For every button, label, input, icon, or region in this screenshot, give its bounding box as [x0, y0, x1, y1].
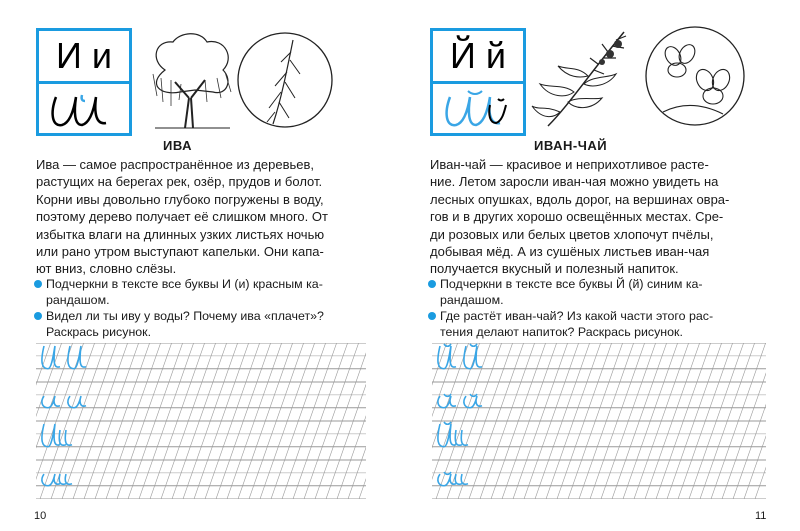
letter-card-i-short [430, 28, 526, 136]
para-line: или рано утром выступают капельки. Они капа- [36, 244, 324, 260]
para-line: Корни ивы довольно глубоко погружены в воду, [36, 191, 324, 207]
page-number: 11 [755, 510, 767, 522]
page-right [400, 0, 800, 531]
para-line: растущих на берегах рек, озёр, прудов и болот. [36, 174, 323, 190]
cursive-sample-icon [438, 422, 468, 447]
letter-print: И и [39, 31, 129, 84]
letter-print: Й й [433, 31, 523, 84]
task-2: Где растёт иван-чай? Из какой части этого рас- тения делают напиток? Раскрась рисунок. [428, 308, 780, 340]
cursive-sample-icon [438, 344, 482, 369]
willow-tree-icon [135, 30, 240, 130]
task-1: Подчеркни в тексте все буквы И (и) красным ка- рандашом. [34, 276, 386, 308]
para-line: получается вкусный и полезный напиток. [430, 261, 679, 277]
para-line: добывая мёд. А из сушёных листьев иван-чая [430, 244, 710, 260]
cursive-sample-icon [42, 396, 86, 408]
page-number: 10 [34, 510, 47, 522]
cursive-sample-icon [438, 394, 482, 408]
fireweed-plant-icon [528, 26, 648, 130]
writing-grid [432, 343, 766, 504]
para-line: ние. Летом заросли иван-чая можно увидеть на [430, 174, 719, 190]
para-line: Иван-чай — красивое и неприхотливое расте- [430, 157, 709, 172]
task-2: Видел ли ты иву у воды? Почему ива «плачет»? Раскрась рисунок. [34, 308, 386, 340]
cursive-letter-icon [39, 84, 129, 136]
word-title: ИВАН-ЧАЙ [534, 138, 608, 153]
bullet-icon [34, 280, 42, 288]
paragraph [36, 156, 366, 278]
para-line: лесных опушках, вдоль дорог, на вершинах овра- [430, 191, 730, 207]
fireweed-flowers-icon [643, 24, 747, 128]
bullet-icon [34, 312, 42, 320]
cursive-letter-icon [433, 84, 523, 136]
para-line: Ива — самое распространённое из деревьев, [36, 157, 315, 172]
paragraph [430, 156, 762, 278]
word-title: ИВА [163, 138, 192, 153]
cursive-sample-icon [438, 472, 468, 486]
writing-grid [36, 343, 366, 504]
para-line: избытка влаги на длинных узких листьях ночью [36, 226, 325, 242]
bullet-icon [428, 280, 436, 288]
letter-card-i [36, 28, 132, 136]
bullet-icon [428, 312, 436, 320]
willow-branch-icon [235, 30, 335, 130]
cursive-sample-icon [42, 424, 72, 447]
para-line: ют вниз, словно слёзы. [36, 261, 177, 277]
para-line: ди розовых или белых цветов хлопочут пчёлы, [430, 226, 714, 242]
task-1: Подчеркни в тексте все буквы Й (й) синим ка- рандашом. [428, 276, 780, 308]
para-line: поэтому дерево получает её слишком много. От [36, 209, 328, 225]
para-line: гов и в других хорошо освещённых местах. Сре- [430, 209, 724, 225]
